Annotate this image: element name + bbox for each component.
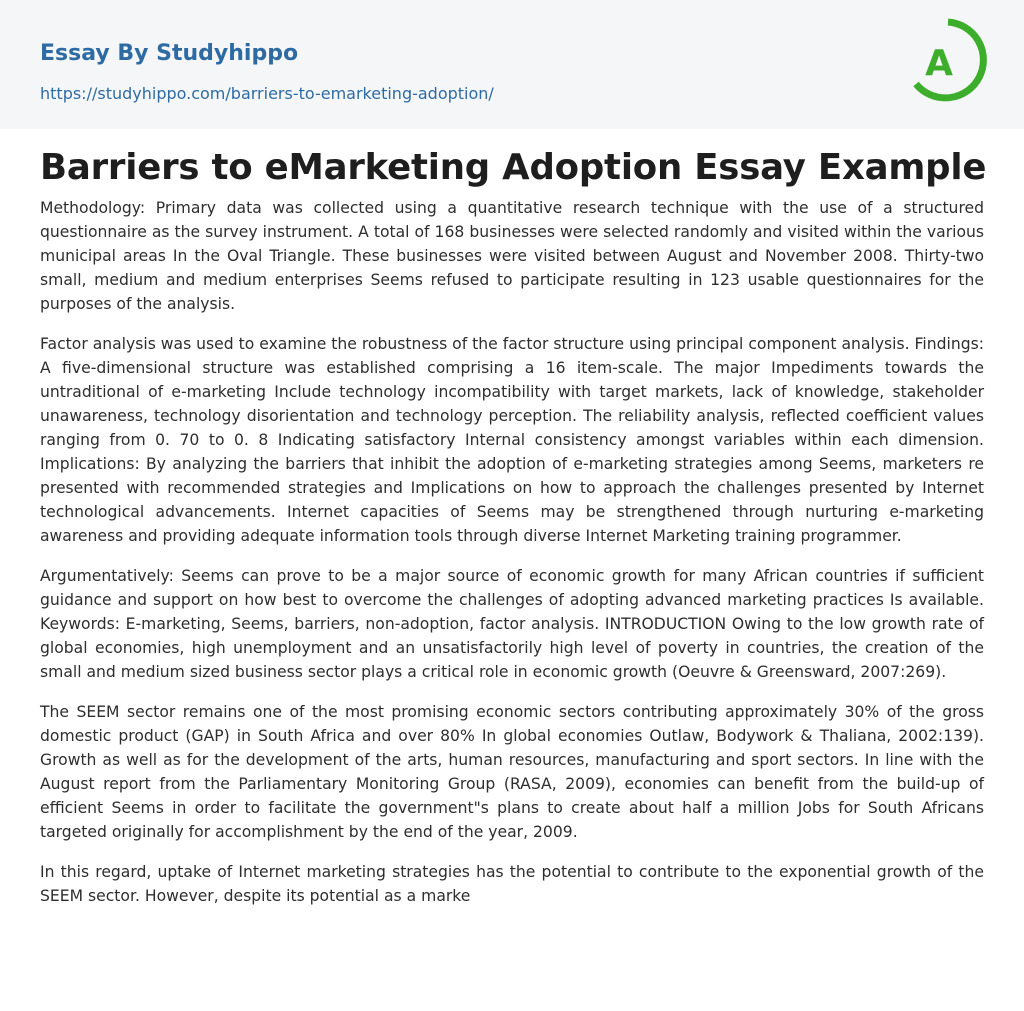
paragraph-2: Factor analysis was used to examine the robustness of the factor structure using principal component analysis. Findings: A five-dimensional structure was established comprising a 16 item-scale. The major Impediments towards the untraditional of e-marketing Include technology incompatibility with target markets, lack of knowledge, stakeholder unawareness, technology disorientation and technology perception. The reliability analysis, reflected coefficient values ranging from 0. 70 to 0. 8 Indicating satisfactory Internal consistency amongst variables within each dimension. Implications: By analyzing the barriers that inhibit the adoption of e-marketing strategies among Seems, marketers re presented with recommended strategies and Implications on how to approach the challenges presented by Internet technological advancements. Internet capacities of Seems may be strengthened through nurturing e-marketing awareness and providing adequate information tools through diverse Internet Marketing training programmer. [40, 335, 984, 545]
paragraph-3: Argumentatively: Seems can prove to be a major source of economic growth for many African countries if sufficient guidance and support on how best to overcome the challenges of adopting advanced marketing practices Is available. Keywords: E-marketing, Seems, barriers, non-adoption, factor analysis. INTRODUCTION Owing to the low growth rate of global economies, high unemployment and an unsatisfactorily high level of poverty in countries, the creation of the small and medium sized business sector plays a critical role in economic growth (Oeuvre & Greensward, 2007:269). [40, 567, 984, 681]
paragraph-4: The SEEM sector remains one of the most promising economic sectors contributing approximately 30% of the gross domestic product (GAP) in South Africa and over 80% In global economies Outlaw, Bodywork & Thaliana, 2002:139). Growth as well as for the development of the arts, human resources, manufacturing and sport sectors. In line with the August report from the Parliamentary Monitoring Group (RASA, 2009), economies can benefit from the build-up of efficient Seems in order to facilitate the government"s plans to create about half a million Jobs for South Africans targeted originally for accomplishment by the end of the year, 2009. [40, 703, 984, 841]
page-url-link[interactable]: https://studyhippo.com/barriers-to-emarketing-adoption/ [40, 84, 494, 103]
page-title: Barriers to eMarketing Adoption Essay Example [40, 147, 987, 188]
brand-link[interactable]: Essay By Studyhippo [40, 41, 299, 66]
logo-icon [908, 18, 988, 106]
article-body [40, 196, 984, 908]
site-header [0, 0, 1024, 129]
paragraph-5: In this regard, uptake of Internet marketing strategies has the potential to contribute to the exponential growth of the SEEM sector. However, despite its potential as a marke [40, 863, 984, 905]
logo-letter: A [925, 43, 953, 84]
studyhippo-logo[interactable] [908, 18, 988, 106]
paragraph-1: Methodology: Primary data was collected using a quantitative research technique with the use of a structured questionnaire as the survey instrument. A total of 168 businesses were selected randomly and visited within the various municipal areas In the Oval Triangle. These businesses were visited between August and November 2008. Thirty-two small, medium and medium enterprises Seems refused to participate resulting in 123 usable questionnaires for the purposes of the analysis. [40, 199, 984, 313]
